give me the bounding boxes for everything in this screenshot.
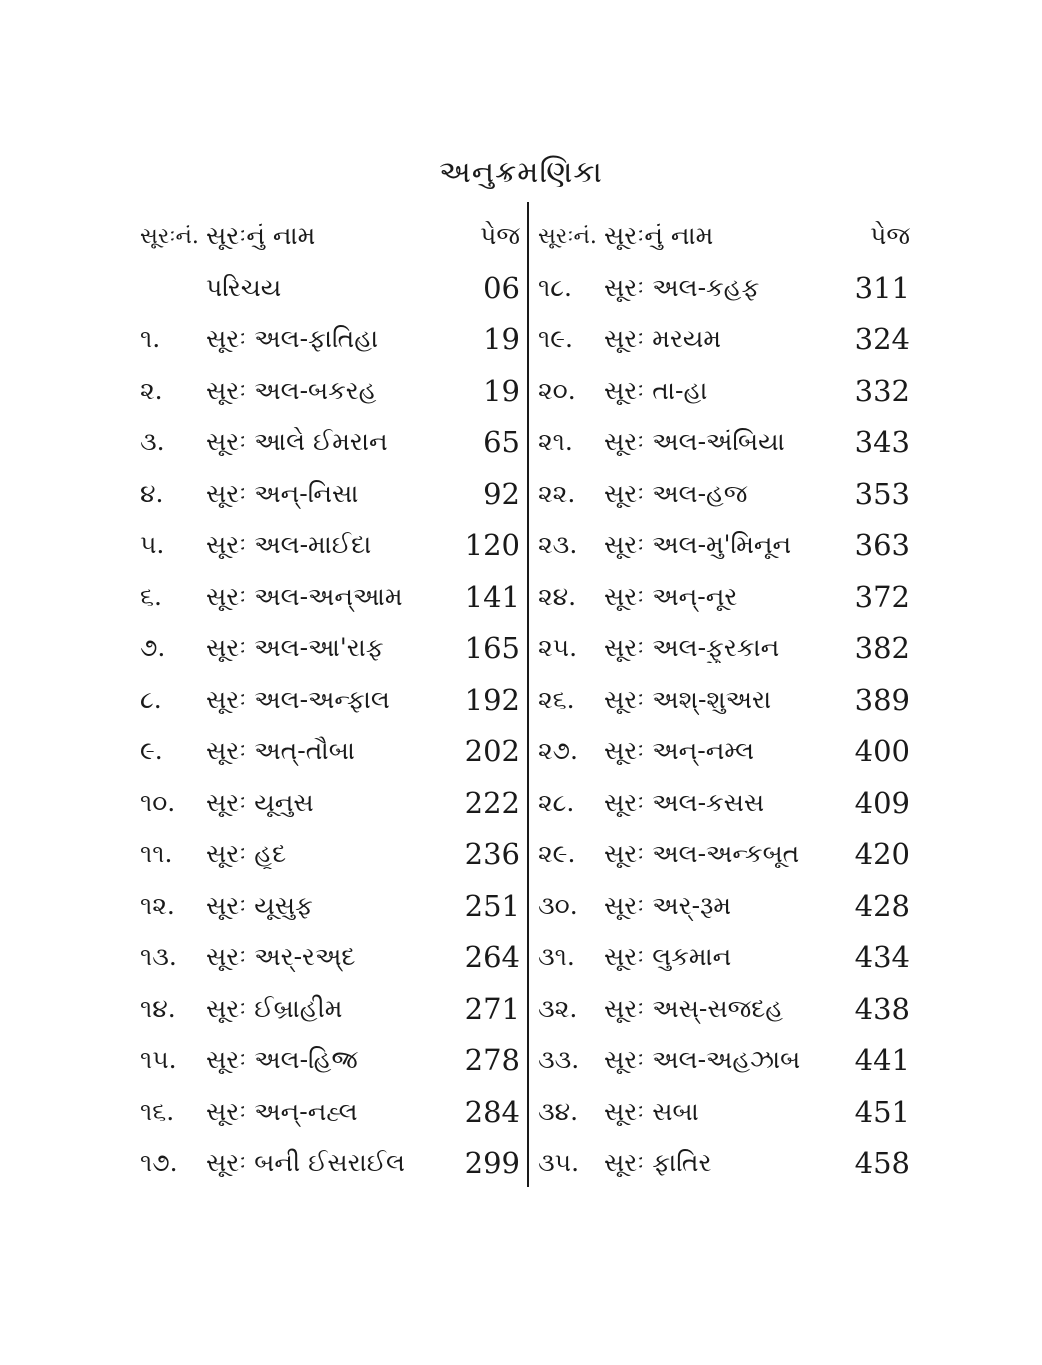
toc-page: 311: [854, 270, 910, 305]
toc-page: 372: [854, 579, 910, 614]
toc-row: [140, 365, 520, 417]
toc-page: 192: [464, 682, 520, 717]
toc-page: 458: [854, 1146, 910, 1181]
toc-name: સૂરઃ લુકમાન: [604, 942, 732, 972]
header-name: સૂરઃનું નામ: [206, 221, 316, 250]
header-row: [538, 210, 910, 262]
toc-page: 382: [854, 631, 910, 666]
toc-row: [140, 829, 520, 881]
toc-num: ૧૨.: [140, 890, 175, 920]
toc-name: સૂરઃ અલ-અહઝાબ: [604, 1045, 801, 1075]
toc-row: [538, 880, 910, 932]
toc-num: ૩૫.: [538, 1148, 580, 1178]
toc-num: ૩૧.: [538, 942, 575, 972]
toc-row: [538, 726, 910, 778]
toc-page: 363: [854, 528, 910, 563]
right-column: [538, 210, 910, 1189]
page-title: અનુક્રમણિકા: [439, 155, 603, 190]
toc-page: 19: [483, 322, 520, 357]
toc-page: 409: [854, 785, 910, 820]
toc-page: 420: [854, 837, 910, 872]
toc-name: સૂરઃ અલ-અન્કબૂત: [604, 839, 800, 869]
toc-num: ૨૪.: [538, 581, 577, 611]
toc-num: ૮.: [140, 684, 162, 714]
toc-row: [140, 932, 520, 984]
toc-name: સૂરઃ અસ્-સજદહ: [604, 993, 784, 1023]
toc-row: [538, 1086, 910, 1138]
toc-name: સૂરઃ અલ-અન્ફાલ: [206, 684, 390, 714]
toc-name: સૂરઃ ઈબ્રાહીમ: [206, 993, 343, 1023]
toc-name: સૂરઃ સબા: [604, 1096, 699, 1126]
toc-num: ૨૧.: [538, 427, 573, 457]
toc-row: [140, 314, 520, 366]
toc-page: 343: [854, 425, 910, 460]
toc-name: સૂરઃ અલ-મુ'મિનૂન: [604, 530, 792, 560]
toc-name: સૂરઃ અન્-નિસા: [206, 478, 359, 508]
toc-page: 400: [854, 734, 910, 769]
header-page: પેજ: [480, 221, 520, 250]
toc-name: સૂરઃ યૂનુસ: [206, 787, 314, 817]
toc-row: [140, 623, 520, 675]
toc-num: ૨૦.: [538, 375, 576, 405]
toc-num: ૨૯.: [538, 839, 576, 869]
toc-name: સૂરઃ અત્-તૌબા: [206, 736, 355, 766]
toc-page: 299: [464, 1146, 520, 1181]
toc-num: ૩.: [140, 427, 165, 457]
toc-name: સૂરઃ અલ-કસસ: [604, 787, 765, 817]
toc-page: 65: [483, 425, 520, 460]
toc-row: [538, 623, 910, 675]
toc-num: ૨.: [140, 375, 163, 405]
toc-row: [538, 1138, 910, 1190]
toc-num: ૩૩.: [538, 1045, 580, 1075]
toc-row: [538, 571, 910, 623]
toc-num: ૩૦.: [538, 890, 578, 920]
toc-row: [140, 1138, 520, 1190]
header-num: સૂરઃનં.: [140, 223, 199, 249]
toc-name: સૂરઃ અલ-હિજ્ર: [206, 1045, 359, 1075]
toc-name: સૂરઃ બની ઈસરાઈલ: [206, 1148, 405, 1178]
toc-name: સૂરઃ અલ-ફાતિહા: [206, 324, 379, 354]
toc-num: ૩૪.: [538, 1096, 579, 1126]
toc-name: સૂરઃ અર્-રઅ્દ: [206, 942, 356, 972]
toc-num: ૭.: [140, 633, 166, 663]
toc-page: 451: [854, 1094, 910, 1129]
toc-num: ૧૮.: [538, 272, 572, 302]
toc-name: સૂરઃ અન્-નહ્લ: [206, 1096, 358, 1126]
toc-page: 264: [464, 940, 520, 975]
left-column: [140, 210, 520, 1189]
toc-num: ૨૬.: [538, 684, 575, 714]
toc-num: ૨૭.: [538, 736, 578, 766]
toc-page: 19: [483, 373, 520, 408]
toc-name: સૂરઃ ફાતિર: [604, 1148, 712, 1178]
toc-row: [538, 262, 910, 314]
toc-page: 236: [464, 837, 520, 872]
toc-page: 389: [854, 682, 910, 717]
toc-num: ૫.: [140, 530, 165, 560]
header-page: પેજ: [870, 221, 910, 250]
toc-page: 441: [854, 1043, 910, 1078]
toc-row: [140, 674, 520, 726]
toc-page: 271: [464, 991, 520, 1026]
toc-row: [538, 417, 910, 469]
toc-page: 434: [854, 940, 910, 975]
toc-num: ૧૧.: [140, 839, 173, 869]
toc-num: ૨૫.: [538, 633, 578, 663]
toc-num: ૪.: [140, 478, 164, 508]
toc-page: 428: [854, 888, 910, 923]
toc-page: 251: [464, 888, 520, 923]
toc-page: 92: [483, 476, 520, 511]
toc-row: [538, 468, 910, 520]
toc-row: [538, 983, 910, 1035]
toc-name: સૂરઃ અલ-અન્આમ: [206, 581, 403, 611]
toc-row: [538, 314, 910, 366]
toc-name: સૂરઃ અલ-બકરહ: [206, 375, 377, 405]
toc-row: [538, 365, 910, 417]
toc-row: [538, 520, 910, 572]
toc-row: [140, 777, 520, 829]
toc-page: 06: [483, 270, 520, 305]
toc-row: [140, 468, 520, 520]
toc-num: ૧.: [140, 324, 161, 354]
toc-name: સૂરઃ અલ-માઈદા: [206, 530, 372, 560]
toc-name: સૂરઃ તા-હા: [604, 375, 708, 405]
toc-name: સૂરઃ હૂદ: [206, 839, 287, 869]
toc-num: ૧૫.: [140, 1045, 177, 1075]
toc-page: 284: [464, 1094, 520, 1129]
toc-page: 438: [854, 991, 910, 1026]
toc-row: [140, 1035, 520, 1087]
toc-page: 222: [464, 785, 520, 820]
column-divider: [527, 202, 529, 1187]
toc-name: સૂરઃ અર્-રૂમ: [604, 890, 731, 920]
toc-row: [140, 520, 520, 572]
toc-row: [538, 777, 910, 829]
toc-page: 141: [464, 579, 520, 614]
toc-row: [538, 1035, 910, 1087]
toc-name: સૂરઃ અલ-કહફ: [604, 272, 760, 302]
toc-page: 120: [464, 528, 520, 563]
toc-num: ૧૯.: [538, 324, 573, 354]
toc-name: સૂરઃ અલ-ફુરકાન: [604, 633, 780, 663]
toc-num: ૨૩.: [538, 530, 578, 560]
toc-row: [140, 262, 520, 314]
toc-name: સૂરઃ મરયમ: [604, 324, 721, 354]
toc-num: ૧૩.: [140, 942, 177, 972]
toc-num: ૩૨.: [538, 993, 578, 1023]
toc-name: સૂરઃ યૂસુફ: [206, 890, 313, 920]
toc-row: [140, 1086, 520, 1138]
toc-name: સૂરઃ અન્-નમ્લ: [604, 736, 755, 766]
toc-page: 165: [464, 631, 520, 666]
toc-row: [538, 674, 910, 726]
toc-name: સૂરઃ અલ-હજ: [604, 478, 748, 508]
toc-num: ૨૮.: [538, 787, 575, 817]
header-row: [140, 210, 520, 262]
toc-name: પરિચય: [206, 272, 282, 302]
header-name: સૂરઃનું નામ: [604, 221, 714, 250]
toc-name: સૂરઃ અલ-અંબિયા: [604, 427, 785, 457]
toc-num: ૬.: [140, 581, 162, 611]
toc-row: [140, 417, 520, 469]
toc-row: [140, 571, 520, 623]
toc-row: [140, 880, 520, 932]
header-num: સૂરઃનં.: [538, 223, 597, 249]
toc-num: ૧૬.: [140, 1096, 175, 1126]
toc-num: ૧૭.: [140, 1148, 178, 1178]
toc-num: ૧૦.: [140, 787, 176, 817]
toc-num: ૯.: [140, 736, 163, 766]
toc-name: સૂરઃ આલે ઈમરાન: [206, 427, 388, 457]
toc-page: 202: [464, 734, 520, 769]
toc-num: ૧૪.: [140, 993, 176, 1023]
toc-page: 324: [854, 322, 910, 357]
toc-num: ૨૨.: [538, 478, 576, 508]
toc-name: સૂરઃ અન્-નૂર: [604, 581, 738, 611]
toc-row: [140, 983, 520, 1035]
toc-page: 332: [854, 373, 910, 408]
toc-page: 278: [464, 1043, 520, 1078]
toc-page: 353: [854, 476, 910, 511]
toc-row: [538, 932, 910, 984]
toc-row: [538, 829, 910, 881]
toc-row: [140, 726, 520, 778]
toc-name: સૂરઃ અલ-આ'રાફ: [206, 633, 384, 663]
toc-name: સૂરઃ અશ્-શુઅરા: [604, 684, 772, 714]
